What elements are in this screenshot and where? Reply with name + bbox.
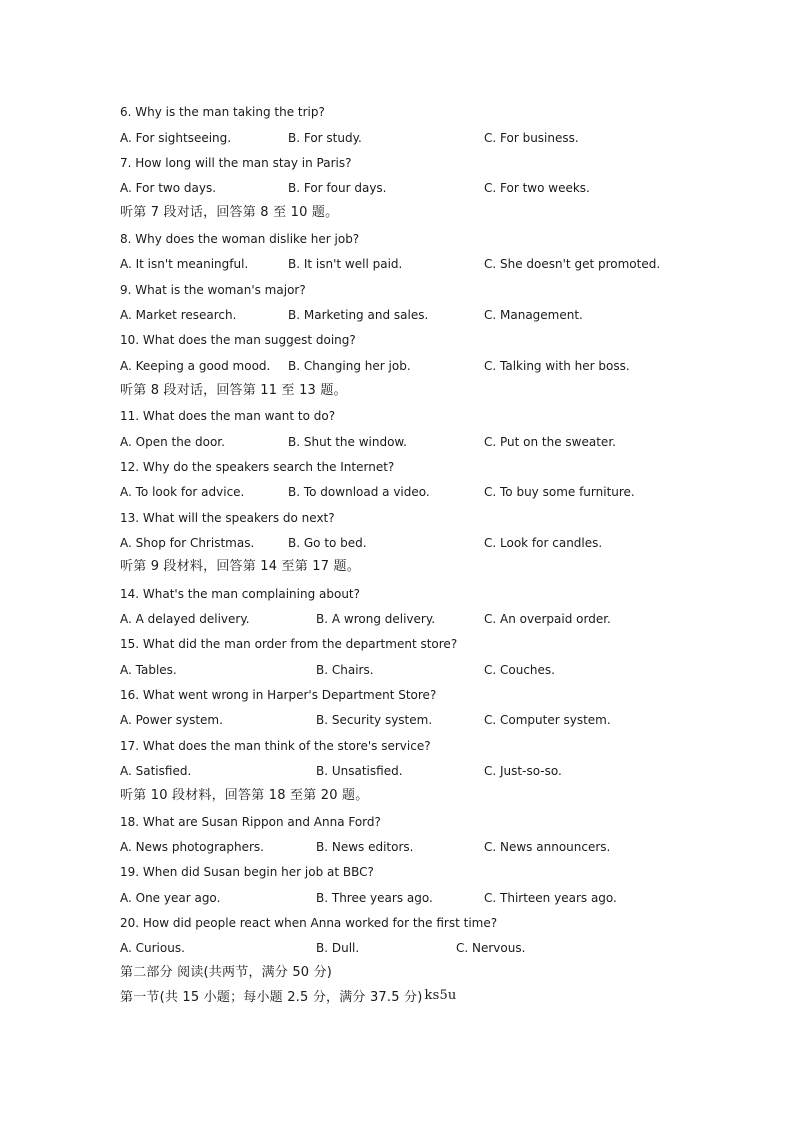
q16-option-c: C. Computer system. [484, 713, 611, 727]
q16-option-b: B. Security system. [316, 713, 433, 727]
question-14: 14. What's the man complaining about? [120, 587, 360, 601]
section-1-title-text: 第一节(共 15 小题；每小题 2.5 分，满分 37.5 分) [120, 990, 423, 1005]
section-header-dialogue-7: 听第 7 段对话，回答第 8 至 10 题。 [120, 205, 339, 220]
question-16: 16. What went wrong in Harper's Department Store? [120, 688, 437, 702]
q13-option-c: C. Look for candles. [484, 536, 603, 550]
q16-option-a: A. Power system. [120, 713, 223, 727]
q8-option-a: A. It isn't meaningful. [120, 257, 249, 271]
q6-option-b: B. For study. [288, 131, 362, 145]
q10-option-a: A. Keeping a good mood. [120, 359, 271, 373]
q8-option-c: C. She doesn't get promoted. [484, 257, 661, 271]
question-12: 12. Why do the speakers search the Internet? [120, 460, 395, 474]
q15-option-b: B. Chairs. [316, 663, 374, 677]
q6-option-a: A. For sightseeing. [120, 131, 232, 145]
q13-option-b: B. Go to bed. [288, 536, 367, 550]
q10-option-b: B. Changing her job. [288, 359, 411, 373]
section-header-material-10: 听第 10 段材料，回答第 18 至第 20 题。 [120, 788, 369, 803]
q9-option-c: C. Management. [484, 308, 583, 322]
q12-option-c: C. To buy some furniture. [484, 485, 635, 499]
q14-option-c: C. An overpaid order. [484, 612, 611, 626]
q7-option-b: B. For four days. [288, 181, 387, 195]
q14-option-a: A. A delayed delivery. [120, 612, 250, 626]
question-18: 18. What are Susan Rippon and Anna Ford? [120, 815, 381, 829]
q8-option-b: B. It isn't well paid. [288, 257, 403, 271]
question-17: 17. What does the man think of the store's service? [120, 739, 431, 753]
q12-option-a: A. To look for advice. [120, 485, 245, 499]
q17-option-b: B. Unsatisfied. [316, 764, 403, 778]
question-8: 8. Why does the woman dislike her job? [120, 232, 360, 246]
question-15: 15. What did the man order from the department store? [120, 637, 458, 651]
q7-option-a: A. For two days. [120, 181, 217, 195]
q20-option-b: B. Dull. [316, 941, 360, 955]
q14-option-b: B. A wrong delivery. [316, 612, 436, 626]
q7-option-c: C. For two weeks. [484, 181, 590, 195]
q19-option-c: C. Thirteen years ago. [484, 891, 617, 905]
question-13: 13. What will the speakers do next? [120, 511, 335, 525]
q6-option-c: C. For business. [484, 131, 579, 145]
q10-option-c: C. Talking with her boss. [484, 359, 630, 373]
q17-option-c: C. Just-so-so. [484, 764, 562, 778]
q20-option-a: A. Curious. [120, 941, 185, 955]
q19-option-b: B. Three years ago. [316, 891, 433, 905]
question-6: 6. Why is the man taking the trip? [120, 105, 325, 119]
part-2-title: 第二部分 阅读(共两节，满分 50 分) [120, 965, 333, 980]
section-header-material-9: 听第 9 段材料，回答第 14 至第 17 题。 [120, 559, 360, 574]
question-19: 19. When did Susan begin her job at BBC? [120, 865, 374, 879]
q17-option-a: A. Satisfied. [120, 764, 192, 778]
question-9: 9. What is the woman's major? [120, 283, 306, 297]
question-20: 20. How did people react when Anna worked for the first time? [120, 916, 498, 930]
q9-option-b: B. Marketing and sales. [288, 308, 429, 322]
question-10: 10. What does the man suggest doing? [120, 333, 356, 347]
q18-option-c: C. News announcers. [484, 840, 611, 854]
q15-option-c: C. Couches. [484, 663, 555, 677]
q19-option-a: A. One year ago. [120, 891, 221, 905]
question-11: 11. What does the man want to do? [120, 409, 336, 423]
q20-option-c: C. Nervous. [456, 941, 526, 955]
section-header-dialogue-8: 听第 8 段对话，回答第 11 至 13 题。 [120, 383, 347, 398]
q15-option-a: A. Tables. [120, 663, 177, 677]
q11-option-c: C. Put on the sweater. [484, 435, 616, 449]
q12-option-b: B. To download a video. [288, 485, 430, 499]
question-7: 7. How long will the man stay in Paris? [120, 156, 352, 170]
q11-option-b: B. Shut the window. [288, 435, 407, 449]
q9-option-a: A. Market research. [120, 308, 237, 322]
q11-option-a: A. Open the door. [120, 435, 225, 449]
q18-option-a: A. News photographers. [120, 840, 264, 854]
q13-option-a: A. Shop for Christmas. [120, 536, 255, 550]
q18-option-b: B. News editors. [316, 840, 414, 854]
section-1-title [120, 990, 457, 1006]
watermark-text: ks5u [424, 988, 457, 1003]
